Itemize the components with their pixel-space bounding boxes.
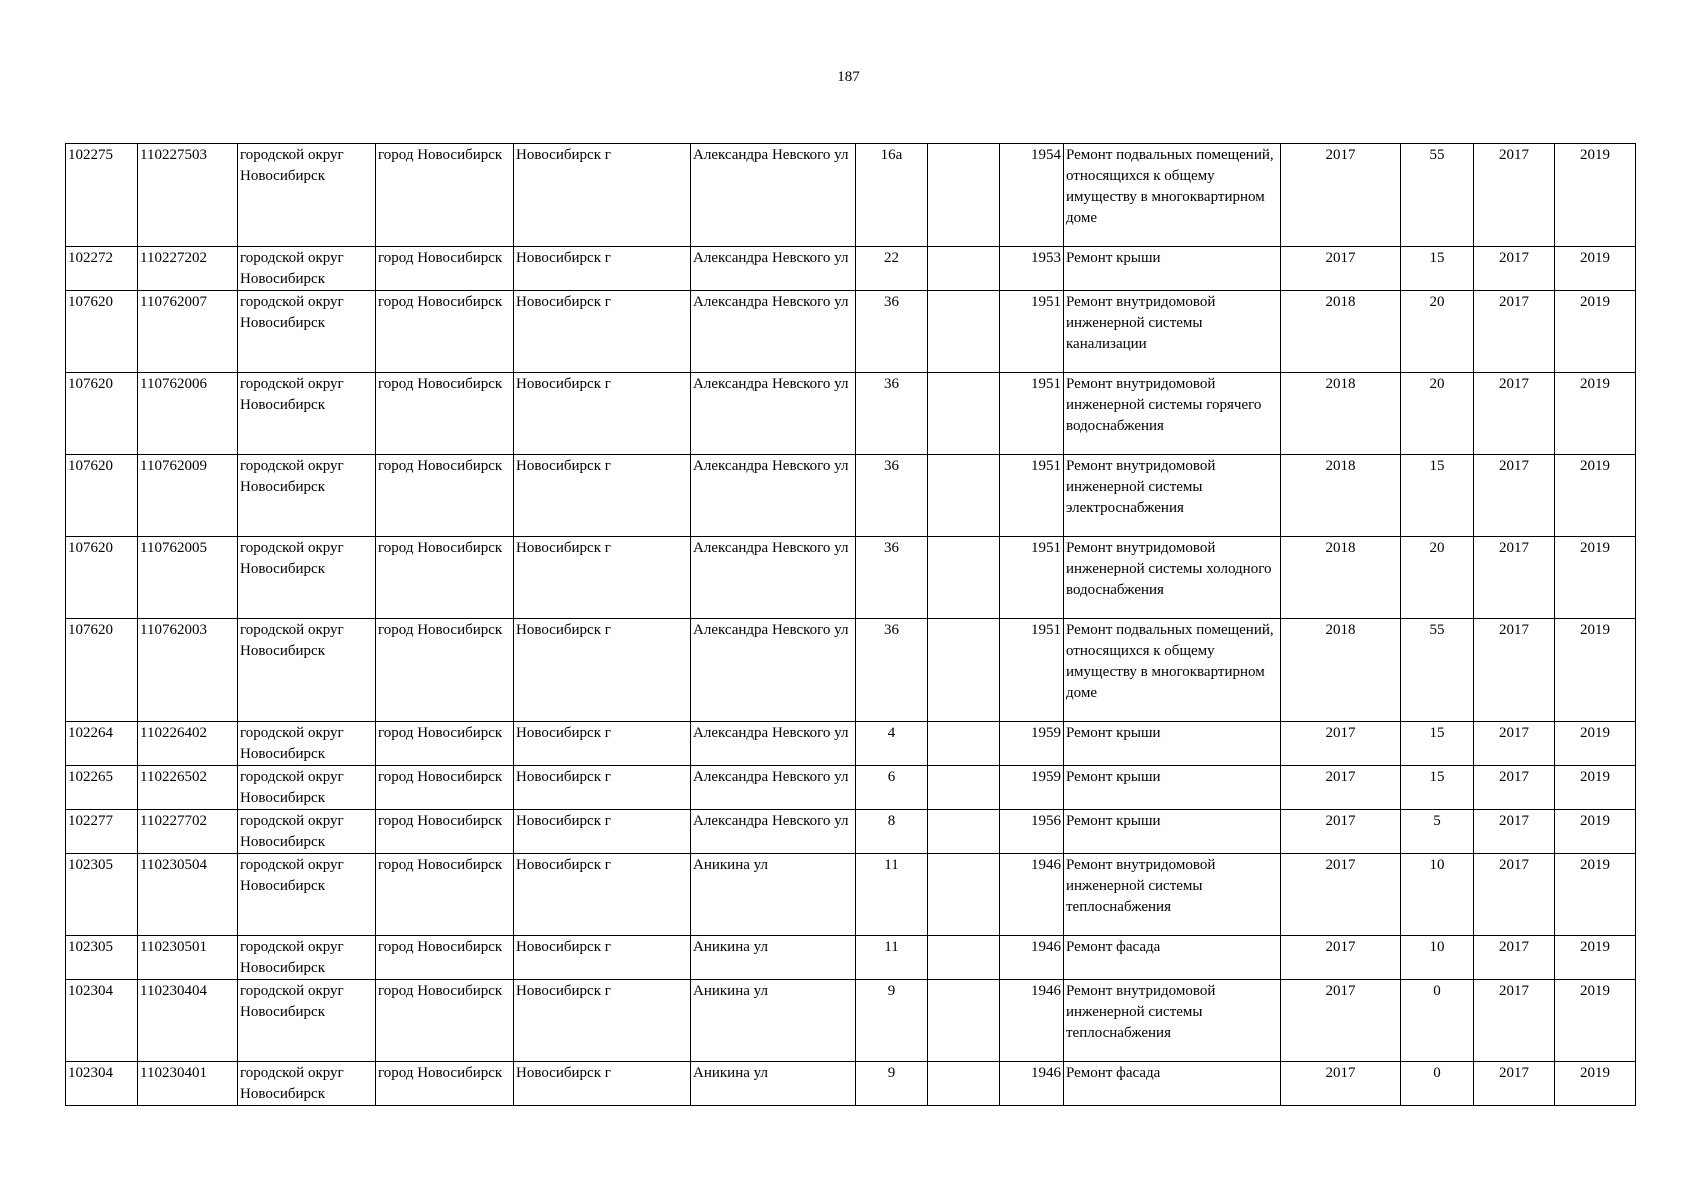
work-id-cell: 110226502 [138, 766, 238, 810]
year-built-cell: 1951 [1000, 619, 1064, 722]
work-type-cell: Ремонт подвальных помещений, относящихся к общему имуществу в многоквартирном доме [1064, 619, 1281, 722]
table-row [66, 144, 1636, 247]
period-end-cell: 2019 [1555, 455, 1636, 537]
building-letter-cell [928, 936, 1000, 980]
planned-year-cell: 2018 [1281, 455, 1401, 537]
street-cell: Александра Невского ул [691, 373, 856, 455]
year-built-cell: 1951 [1000, 373, 1064, 455]
street-cell: Александра Невского ул [691, 144, 856, 247]
object-id-cell: 102305 [66, 936, 138, 980]
year-built-cell: 1956 [1000, 810, 1064, 854]
work-id-cell: 110762005 [138, 537, 238, 619]
year-built-cell: 1951 [1000, 291, 1064, 373]
period-start-cell: 2017 [1474, 373, 1555, 455]
street-cell: Александра Невского ул [691, 619, 856, 722]
object-id-cell: 102272 [66, 247, 138, 291]
street-cell: Александра Невского ул [691, 766, 856, 810]
house-number-cell: 4 [856, 722, 928, 766]
year-built-cell: 1946 [1000, 980, 1064, 1062]
street-cell: Аникина ул [691, 854, 856, 936]
street-cell: Александра Невского ул [691, 537, 856, 619]
municipal-district-cell: городской округ Новосибирск [238, 144, 376, 247]
building-letter-cell [928, 291, 1000, 373]
municipal-district-cell: городской округ Новосибирск [238, 766, 376, 810]
house-number-cell: 8 [856, 810, 928, 854]
cost-cell: 15 [1401, 766, 1474, 810]
period-start-cell: 2017 [1474, 854, 1555, 936]
settlement-cell: город Новосибирск [376, 373, 514, 455]
street-cell: Александра Невского ул [691, 810, 856, 854]
work-type-cell: Ремонт крыши [1064, 766, 1281, 810]
street-cell: Аникина ул [691, 1062, 856, 1106]
period-end-cell: 2019 [1555, 722, 1636, 766]
house-number-cell: 36 [856, 291, 928, 373]
cost-cell: 0 [1401, 1062, 1474, 1106]
year-built-cell: 1959 [1000, 766, 1064, 810]
page-number: 187 [837, 69, 860, 85]
settlement-cell: город Новосибирск [376, 619, 514, 722]
house-number-cell: 9 [856, 1062, 928, 1106]
cost-cell: 5 [1401, 810, 1474, 854]
settlement-cell: город Новосибирск [376, 144, 514, 247]
year-built-cell: 1951 [1000, 537, 1064, 619]
house-number-cell: 36 [856, 619, 928, 722]
planned-year-cell: 2017 [1281, 936, 1401, 980]
street-cell: Александра Невского ул [691, 247, 856, 291]
planned-year-cell: 2018 [1281, 291, 1401, 373]
street-cell: Аникина ул [691, 936, 856, 980]
municipal-district-cell: городской округ Новосибирск [238, 373, 376, 455]
planned-year-cell: 2017 [1281, 247, 1401, 291]
locality-cell: Новосибирск г [514, 722, 691, 766]
street-cell: Александра Невского ул [691, 291, 856, 373]
cost-cell: 55 [1401, 619, 1474, 722]
work-type-cell: Ремонт внутридомовой инженерной системы электроснабжения [1064, 455, 1281, 537]
work-id-cell: 110230404 [138, 980, 238, 1062]
period-start-cell: 2017 [1474, 247, 1555, 291]
cost-cell: 20 [1401, 373, 1474, 455]
object-id-cell: 102264 [66, 722, 138, 766]
period-end-cell: 2019 [1555, 980, 1636, 1062]
object-id-cell: 102265 [66, 766, 138, 810]
object-id-cell: 102304 [66, 1062, 138, 1106]
work-id-cell: 110227202 [138, 247, 238, 291]
municipal-district-cell: городской округ Новосибирск [238, 936, 376, 980]
municipal-district-cell: городской округ Новосибирск [238, 619, 376, 722]
planned-year-cell: 2017 [1281, 854, 1401, 936]
house-number-cell: 22 [856, 247, 928, 291]
cost-cell: 20 [1401, 291, 1474, 373]
object-id-cell: 102275 [66, 144, 138, 247]
object-id-cell: 107620 [66, 537, 138, 619]
municipal-district-cell: городской округ Новосибирск [238, 810, 376, 854]
cost-cell: 10 [1401, 854, 1474, 936]
table-row [66, 936, 1636, 980]
street-cell: Аникина ул [691, 980, 856, 1062]
settlement-cell: город Новосибирск [376, 766, 514, 810]
year-built-cell: 1946 [1000, 854, 1064, 936]
work-id-cell: 110762003 [138, 619, 238, 722]
house-number-cell: 9 [856, 980, 928, 1062]
period-start-cell: 2017 [1474, 291, 1555, 373]
cost-cell: 15 [1401, 247, 1474, 291]
building-letter-cell [928, 247, 1000, 291]
period-start-cell: 2017 [1474, 766, 1555, 810]
planned-year-cell: 2017 [1281, 810, 1401, 854]
cost-cell: 55 [1401, 144, 1474, 247]
locality-cell: Новосибирск г [514, 810, 691, 854]
table-row [66, 766, 1636, 810]
period-start-cell: 2017 [1474, 537, 1555, 619]
year-built-cell: 1954 [1000, 144, 1064, 247]
municipal-district-cell: городской округ Новосибирск [238, 1062, 376, 1106]
work-type-cell: Ремонт крыши [1064, 810, 1281, 854]
work-type-cell: Ремонт внутридомовой инженерной системы холодного водоснабжения [1064, 537, 1281, 619]
cost-cell: 10 [1401, 936, 1474, 980]
settlement-cell: город Новосибирск [376, 936, 514, 980]
year-built-cell: 1959 [1000, 722, 1064, 766]
object-id-cell: 102305 [66, 854, 138, 936]
planned-year-cell: 2017 [1281, 722, 1401, 766]
building-letter-cell [928, 1062, 1000, 1106]
year-built-cell: 1946 [1000, 1062, 1064, 1106]
work-id-cell: 110227503 [138, 144, 238, 247]
building-letter-cell [928, 619, 1000, 722]
settlement-cell: город Новосибирск [376, 810, 514, 854]
year-built-cell: 1951 [1000, 455, 1064, 537]
capital-repair-table [65, 143, 1636, 1106]
locality-cell: Новосибирск г [514, 1062, 691, 1106]
period-start-cell: 2017 [1474, 810, 1555, 854]
period-end-cell: 2019 [1555, 247, 1636, 291]
house-number-cell: 36 [856, 373, 928, 455]
locality-cell: Новосибирск г [514, 247, 691, 291]
cost-cell: 0 [1401, 980, 1474, 1062]
object-id-cell: 107620 [66, 455, 138, 537]
planned-year-cell: 2018 [1281, 619, 1401, 722]
period-start-cell: 2017 [1474, 144, 1555, 247]
year-built-cell: 1946 [1000, 936, 1064, 980]
planned-year-cell: 2017 [1281, 980, 1401, 1062]
building-letter-cell [928, 810, 1000, 854]
period-end-cell: 2019 [1555, 291, 1636, 373]
street-cell: Александра Невского ул [691, 722, 856, 766]
cost-cell: 15 [1401, 455, 1474, 537]
work-id-cell: 110230401 [138, 1062, 238, 1106]
building-letter-cell [928, 144, 1000, 247]
building-letter-cell [928, 980, 1000, 1062]
table-row [66, 854, 1636, 936]
locality-cell: Новосибирск г [514, 455, 691, 537]
work-type-cell: Ремонт внутридомовой инженерной системы теплоснабжения [1064, 980, 1281, 1062]
cost-cell: 15 [1401, 722, 1474, 766]
locality-cell: Новосибирск г [514, 936, 691, 980]
settlement-cell: город Новосибирск [376, 1062, 514, 1106]
work-type-cell: Ремонт крыши [1064, 247, 1281, 291]
period-end-cell: 2019 [1555, 619, 1636, 722]
period-start-cell: 2017 [1474, 455, 1555, 537]
period-start-cell: 2017 [1474, 936, 1555, 980]
planned-year-cell: 2017 [1281, 766, 1401, 810]
object-id-cell: 107620 [66, 619, 138, 722]
building-letter-cell [928, 373, 1000, 455]
work-type-cell: Ремонт фасада [1064, 1062, 1281, 1106]
table-row [66, 980, 1636, 1062]
table-row [66, 810, 1636, 854]
house-number-cell: 36 [856, 455, 928, 537]
locality-cell: Новосибирск г [514, 291, 691, 373]
street-cell: Александра Невского ул [691, 455, 856, 537]
object-id-cell: 107620 [66, 373, 138, 455]
table-body [66, 144, 1636, 1106]
locality-cell: Новосибирск г [514, 144, 691, 247]
table-row [66, 1062, 1636, 1106]
building-letter-cell [928, 455, 1000, 537]
planned-year-cell: 2018 [1281, 373, 1401, 455]
building-letter-cell [928, 854, 1000, 936]
work-type-cell: Ремонт фасада [1064, 936, 1281, 980]
municipal-district-cell: городской округ Новосибирск [238, 455, 376, 537]
work-id-cell: 110762009 [138, 455, 238, 537]
year-built-cell: 1953 [1000, 247, 1064, 291]
municipal-district-cell: городской округ Новосибирск [238, 291, 376, 373]
building-letter-cell [928, 722, 1000, 766]
period-end-cell: 2019 [1555, 936, 1636, 980]
municipal-district-cell: городской округ Новосибирск [238, 722, 376, 766]
period-end-cell: 2019 [1555, 810, 1636, 854]
settlement-cell: город Новосибирск [376, 722, 514, 766]
table-row [66, 247, 1636, 291]
table-row [66, 455, 1636, 537]
settlement-cell: город Новосибирск [376, 980, 514, 1062]
period-end-cell: 2019 [1555, 537, 1636, 619]
object-id-cell: 102277 [66, 810, 138, 854]
cost-cell: 20 [1401, 537, 1474, 619]
object-id-cell: 107620 [66, 291, 138, 373]
settlement-cell: город Новосибирск [376, 291, 514, 373]
municipal-district-cell: городской округ Новосибирск [238, 854, 376, 936]
table-row [66, 537, 1636, 619]
planned-year-cell: 2018 [1281, 537, 1401, 619]
period-start-cell: 2017 [1474, 619, 1555, 722]
work-id-cell: 110230501 [138, 936, 238, 980]
settlement-cell: город Новосибирск [376, 455, 514, 537]
locality-cell: Новосибирск г [514, 766, 691, 810]
work-type-cell: Ремонт внутридомовой инженерной системы канализации [1064, 291, 1281, 373]
work-id-cell: 110762006 [138, 373, 238, 455]
house-number-cell: 11 [856, 936, 928, 980]
locality-cell: Новосибирск г [514, 854, 691, 936]
settlement-cell: город Новосибирск [376, 537, 514, 619]
locality-cell: Новосибирск г [514, 373, 691, 455]
table-row [66, 619, 1636, 722]
house-number-cell: 11 [856, 854, 928, 936]
locality-cell: Новосибирск г [514, 619, 691, 722]
work-type-cell: Ремонт внутридомовой инженерной системы теплоснабжения [1064, 854, 1281, 936]
work-type-cell: Ремонт внутридомовой инженерной системы горячего водоснабжения [1064, 373, 1281, 455]
object-id-cell: 102304 [66, 980, 138, 1062]
period-end-cell: 2019 [1555, 1062, 1636, 1106]
locality-cell: Новосибирск г [514, 980, 691, 1062]
work-id-cell: 110762007 [138, 291, 238, 373]
work-id-cell: 110226402 [138, 722, 238, 766]
period-end-cell: 2019 [1555, 854, 1636, 936]
settlement-cell: город Новосибирск [376, 247, 514, 291]
work-id-cell: 110227702 [138, 810, 238, 854]
house-number-cell: 36 [856, 537, 928, 619]
table-row [66, 722, 1636, 766]
period-end-cell: 2019 [1555, 373, 1636, 455]
municipal-district-cell: городской округ Новосибирск [238, 537, 376, 619]
period-start-cell: 2017 [1474, 722, 1555, 766]
municipal-district-cell: городской округ Новосибирск [238, 980, 376, 1062]
period-start-cell: 2017 [1474, 980, 1555, 1062]
period-start-cell: 2017 [1474, 1062, 1555, 1106]
period-end-cell: 2019 [1555, 766, 1636, 810]
house-number-cell: 16а [856, 144, 928, 247]
locality-cell: Новосибирск г [514, 537, 691, 619]
building-letter-cell [928, 766, 1000, 810]
table-row [66, 373, 1636, 455]
work-type-cell: Ремонт крыши [1064, 722, 1281, 766]
period-end-cell: 2019 [1555, 144, 1636, 247]
work-type-cell: Ремонт подвальных помещений, относящихся к общему имуществу в многоквартирном доме [1064, 144, 1281, 247]
planned-year-cell: 2017 [1281, 144, 1401, 247]
municipal-district-cell: городской округ Новосибирск [238, 247, 376, 291]
table-row [66, 291, 1636, 373]
settlement-cell: город Новосибирск [376, 854, 514, 936]
work-id-cell: 110230504 [138, 854, 238, 936]
planned-year-cell: 2017 [1281, 1062, 1401, 1106]
house-number-cell: 6 [856, 766, 928, 810]
building-letter-cell [928, 537, 1000, 619]
